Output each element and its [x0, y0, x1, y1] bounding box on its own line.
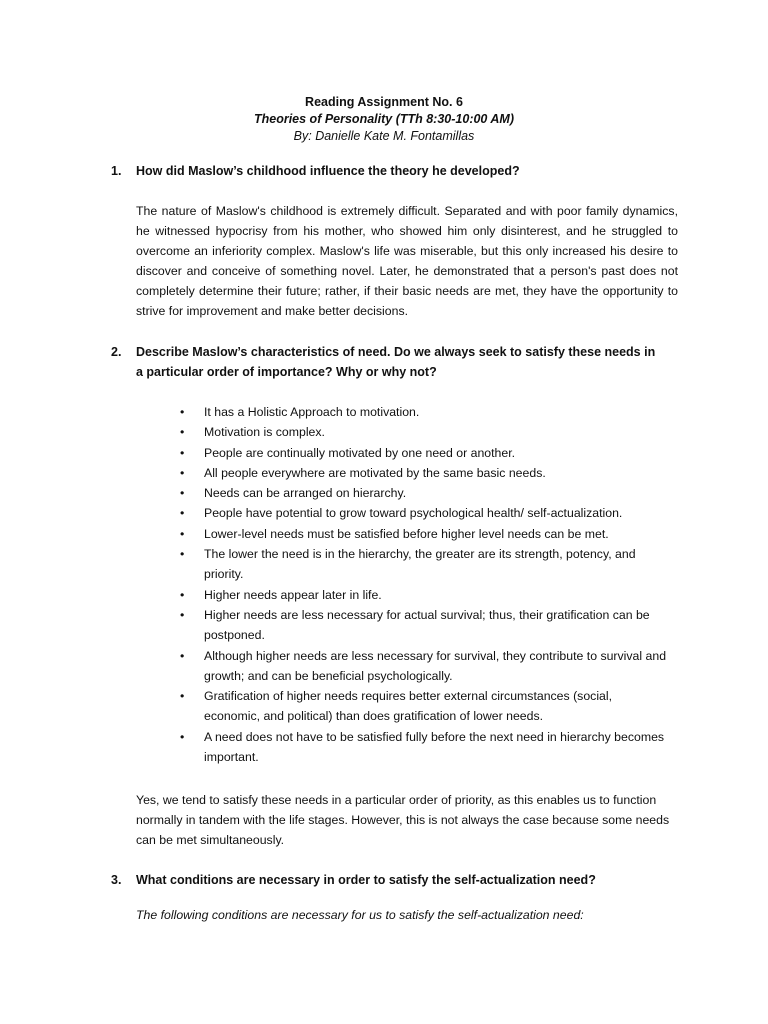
question-2 — [111, 342, 656, 382]
characteristics-list — [180, 402, 670, 767]
list-item — [180, 727, 670, 768]
list-item-text: Lower-level needs must be satisfied before higher level needs can be met. — [204, 526, 609, 541]
answer-1-paragraph: The nature of Maslow's childhood is extremely difficult. Separated and with poor family dynamics, he witnessed hypocrisy from his mother, who showed him only disinterest, and he struggled to overcome an inferiority complex. Maslow's life was miserable, but this only increased his desire to discover and conceive of something novel. Later, he demonstrated that a person's past does not completely determine their future; rather, if their basic needs are met, they have the opportunity to strive for improvement and make better decisions. — [136, 204, 678, 318]
list-item — [180, 483, 670, 503]
bullet-icon: • — [180, 587, 185, 602]
bullet-icon: • — [180, 648, 185, 663]
question-text: Describe Maslow’s characteristics of need. Do we always seek to satisfy these needs in a particular order of importance? Why or why not? — [136, 345, 656, 379]
list-item — [180, 686, 670, 727]
list-item-text: It has a Holistic Approach to motivation. — [204, 405, 420, 419]
bullet-icon: • — [180, 689, 185, 704]
list-item — [180, 524, 670, 544]
bullet-icon: • — [180, 506, 185, 521]
bullet-icon: • — [180, 486, 185, 501]
list-item-text: Motivation is complex. — [204, 425, 325, 440]
question-text: How did Maslow’s childhood influence the theory he developed? — [136, 164, 520, 178]
bullet-icon: • — [180, 607, 185, 622]
list-item — [180, 422, 670, 442]
list-item-text: All people everywhere are motivated by the same basic needs. — [204, 465, 546, 480]
bullet-icon: • — [180, 547, 185, 562]
list-item-text: A need does not have to be satisfied fully before the next need in hierarchy becomes important. — [204, 729, 665, 765]
bullet-icon: • — [180, 405, 185, 419]
bullet-icon: • — [180, 465, 185, 480]
bullet-icon: • — [180, 526, 185, 541]
course-subtitle: Theories of Personality (TTh 8:30-10:00 AM) — [253, 112, 514, 126]
bullet-icon: • — [180, 729, 185, 744]
list-item-text: Higher needs appear later in life. — [204, 587, 382, 602]
document-header — [0, 94, 768, 145]
question-number: 3. — [111, 873, 122, 887]
list-item-text: Needs can be arranged on hierarchy. — [204, 486, 407, 501]
list-item — [180, 646, 670, 687]
list-item-text: People are continually motivated by one need or another. — [204, 445, 516, 460]
bullet-icon: • — [180, 425, 185, 440]
list-item-text: Gratification of higher needs requires better external circumstances (social, economic, and political) than does gratification of lower needs. — [204, 689, 613, 724]
question-number: 2. — [111, 345, 122, 359]
list-item-text: People have potential to grow toward psychological health/ self-actualization. — [204, 506, 623, 521]
list-item — [180, 443, 670, 463]
question-number: 1. — [111, 164, 122, 178]
list-item-text: Although higher needs are less necessary for survival, they contribute to survival and growth; and can be beneficial psychologically. — [204, 648, 667, 683]
list-item — [180, 402, 670, 422]
answer-2-conclusion: Yes, we tend to satisfy these needs in a particular order of priority, as this enables us to function normally in tandem with the life stages. However, this is not always the case because some needs can be met simultaneously. — [136, 793, 670, 847]
list-item — [180, 585, 670, 605]
bullet-icon: • — [180, 445, 185, 460]
document-title: Reading Assignment No. 6 — [305, 95, 463, 109]
question-1 — [111, 161, 656, 181]
question-text: What conditions are necessary in order to satisfy the self-actualization need? — [136, 873, 596, 887]
list-item-text: The lower the need is in the hierarchy, the greater are its strength, potency, and priority. — [204, 547, 636, 582]
list-item — [180, 463, 670, 483]
author-line: By: Danielle Kate M. Fontamillas — [293, 129, 475, 143]
answer-3-intro: The following conditions are necessary for us to satisfy the self-actualization need: — [136, 908, 584, 922]
list-item — [180, 605, 670, 646]
list-item — [180, 503, 670, 523]
list-item — [180, 544, 670, 585]
list-item-text: Higher needs are less necessary for actual survival; thus, their gratification can be postponed. — [204, 607, 650, 643]
question-3 — [111, 870, 656, 890]
